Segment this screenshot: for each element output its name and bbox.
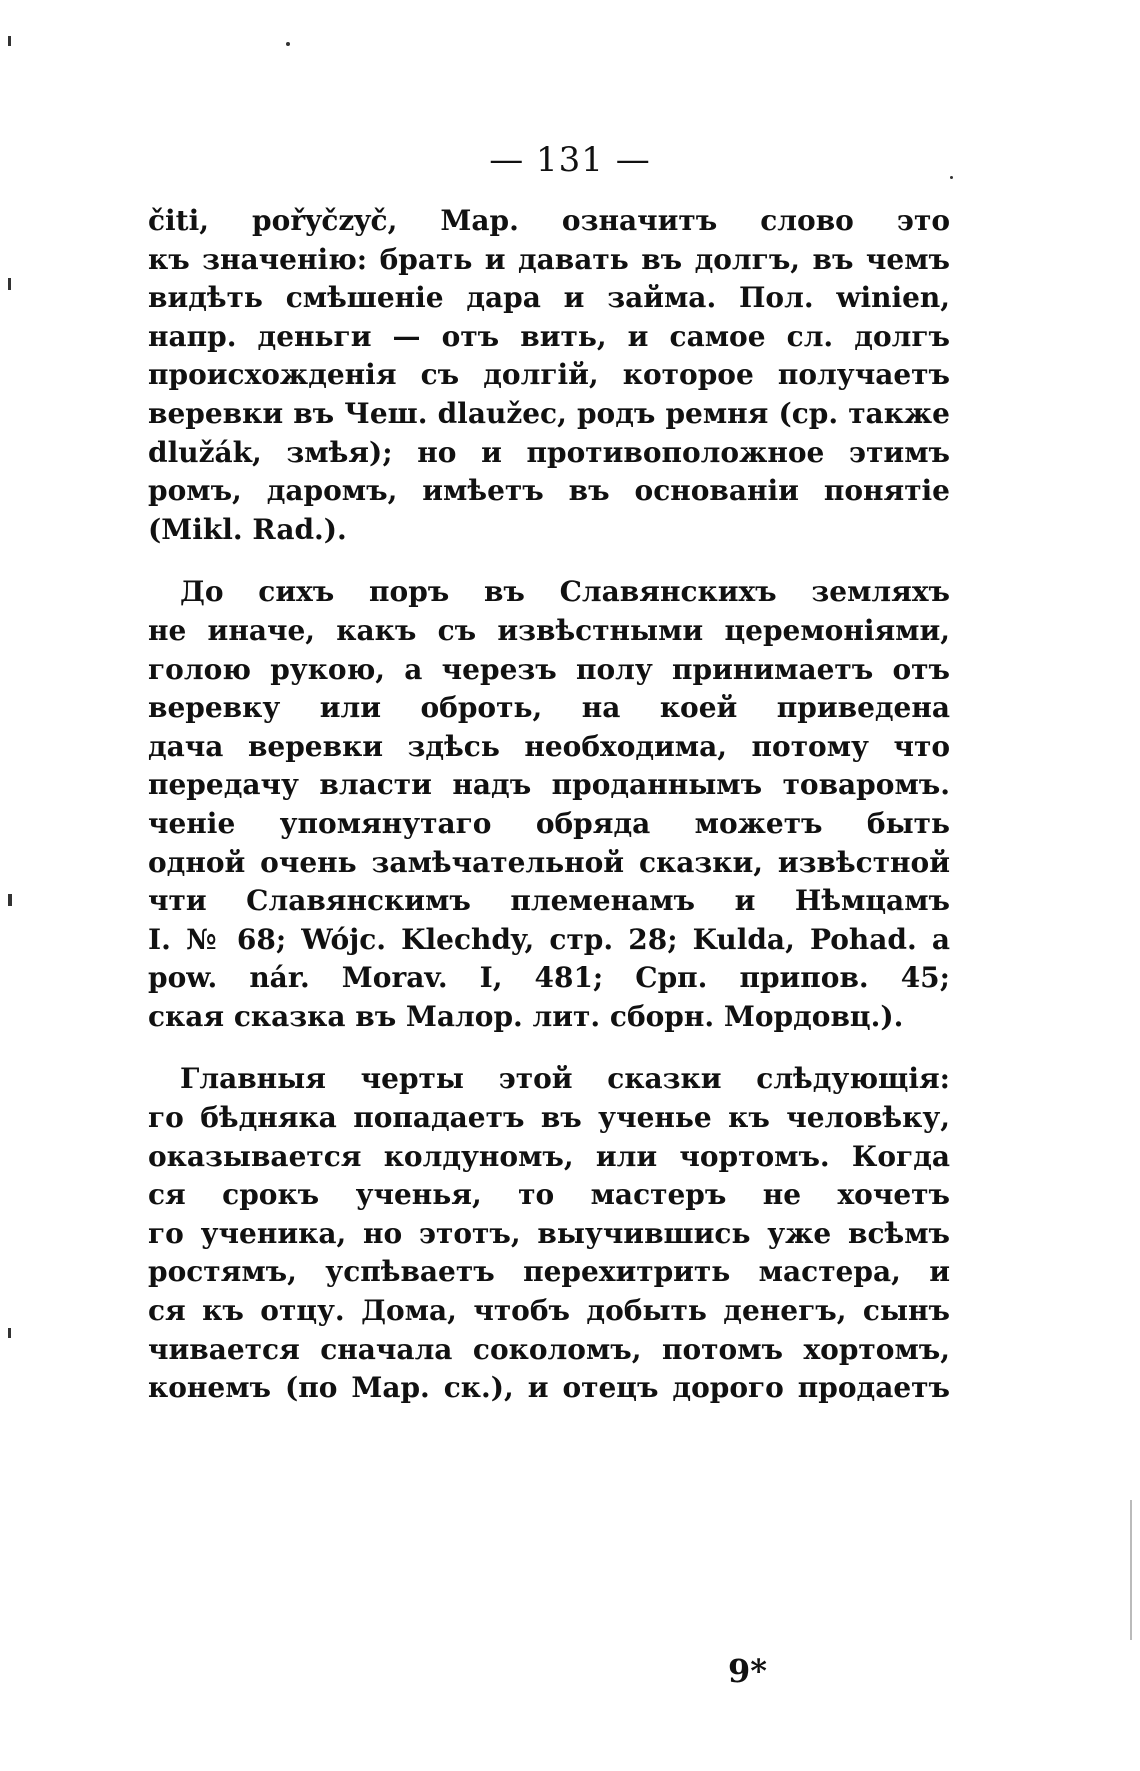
text-line: го бѣдняка попадаетъ въ ученье къ человѣку, [148,1101,950,1135]
text-line: чивается сначала соколомъ, потомъ хортомъ, [148,1332,950,1366]
text-line: ся срокъ ученья, то мастеръ не хочетъ [148,1178,950,1212]
text-line: напр. деньги — отъ вить, и самое сл. долгъ [148,319,950,353]
text-line: čiti, pořyčzyč, Мар. означитъ слово это [148,204,950,237]
page-number: — 131 — [489,140,651,180]
text-line: До сихъ поръ въ Славянскихъ земляхъ [180,575,950,609]
scan-speck [286,42,290,46]
text-line: передачу власти надъ проданнымъ товаромъ. [148,768,950,802]
text-line: го ученика, но этотъ, выучившись уже всѣмъ [148,1216,950,1250]
text-line: ростямъ, успѣваетъ перехитрить мастера, и [148,1255,950,1289]
text-line: происхожденія съ долгій, которое получаетъ [148,358,950,392]
text-line: ся къ отцу. Дома, чтобъ добыть денегъ, сынъ [148,1294,950,1328]
scan-speck [8,894,12,906]
text-line: одной очень замѣчательной сказки, извѣстной [148,845,950,879]
scan-speck [8,36,11,46]
scan-speck [8,1328,11,1338]
scan-edge-line [1130,1500,1132,1640]
paragraph-1 [148,202,950,549]
text-line: чти Славянскимъ племенамъ и Нѣмцамъ [148,884,950,918]
body-text [148,202,950,1432]
signature-mark: 9* [728,1652,767,1690]
text-line: веревку или оброть, на коей приведена [148,691,950,725]
text-line: ская сказка въ Малор. лит. сборн. Мордовц.). [148,999,904,1033]
paragraph-3 [148,1060,950,1407]
text-line: голою рукою, а черезъ полу принимаетъ отъ [148,652,950,686]
text-line: видѣть смѣшеніе дара и займа. Пол. winien, [148,281,950,315]
paragraph-2 [148,573,950,1036]
text-line: конемъ (по Мар. ск.), и отецъ дорого продаетъ [148,1371,950,1405]
text-line: ромъ, даромъ, имѣетъ въ основаніи понятіе [148,474,950,508]
text-line: (Mikl. Rad.). [148,512,347,546]
text-line: pow. nár. Morav. I, 481; Срп. припов. 45; [148,961,950,995]
text-line: dlužák, змѣя); но и противоположное этимъ [148,435,950,469]
scan-speck [8,278,11,290]
text-line: къ значенію: брать и давать въ долгъ, въ чемъ [148,242,950,276]
text-line: I. № 68; Wójc. Klechdy, стр. 28; Kulda, Pohad. a [148,922,950,956]
text-line: веревки въ Чеш. dlaužec, родъ ремня (ср. также [148,396,950,430]
text-line: Главныя черты этой сказки слѣдующія: [180,1062,950,1096]
text-line: дача веревки здѣсь необходима, потому что [148,729,950,763]
text-line: ченіе упомянутаго обряда можетъ быть [148,806,950,840]
text-line: оказывается колдуномъ, или чортомъ. Когда [148,1139,950,1173]
text-line: не иначе, какъ съ извѣстными церемоніями, [148,613,950,647]
